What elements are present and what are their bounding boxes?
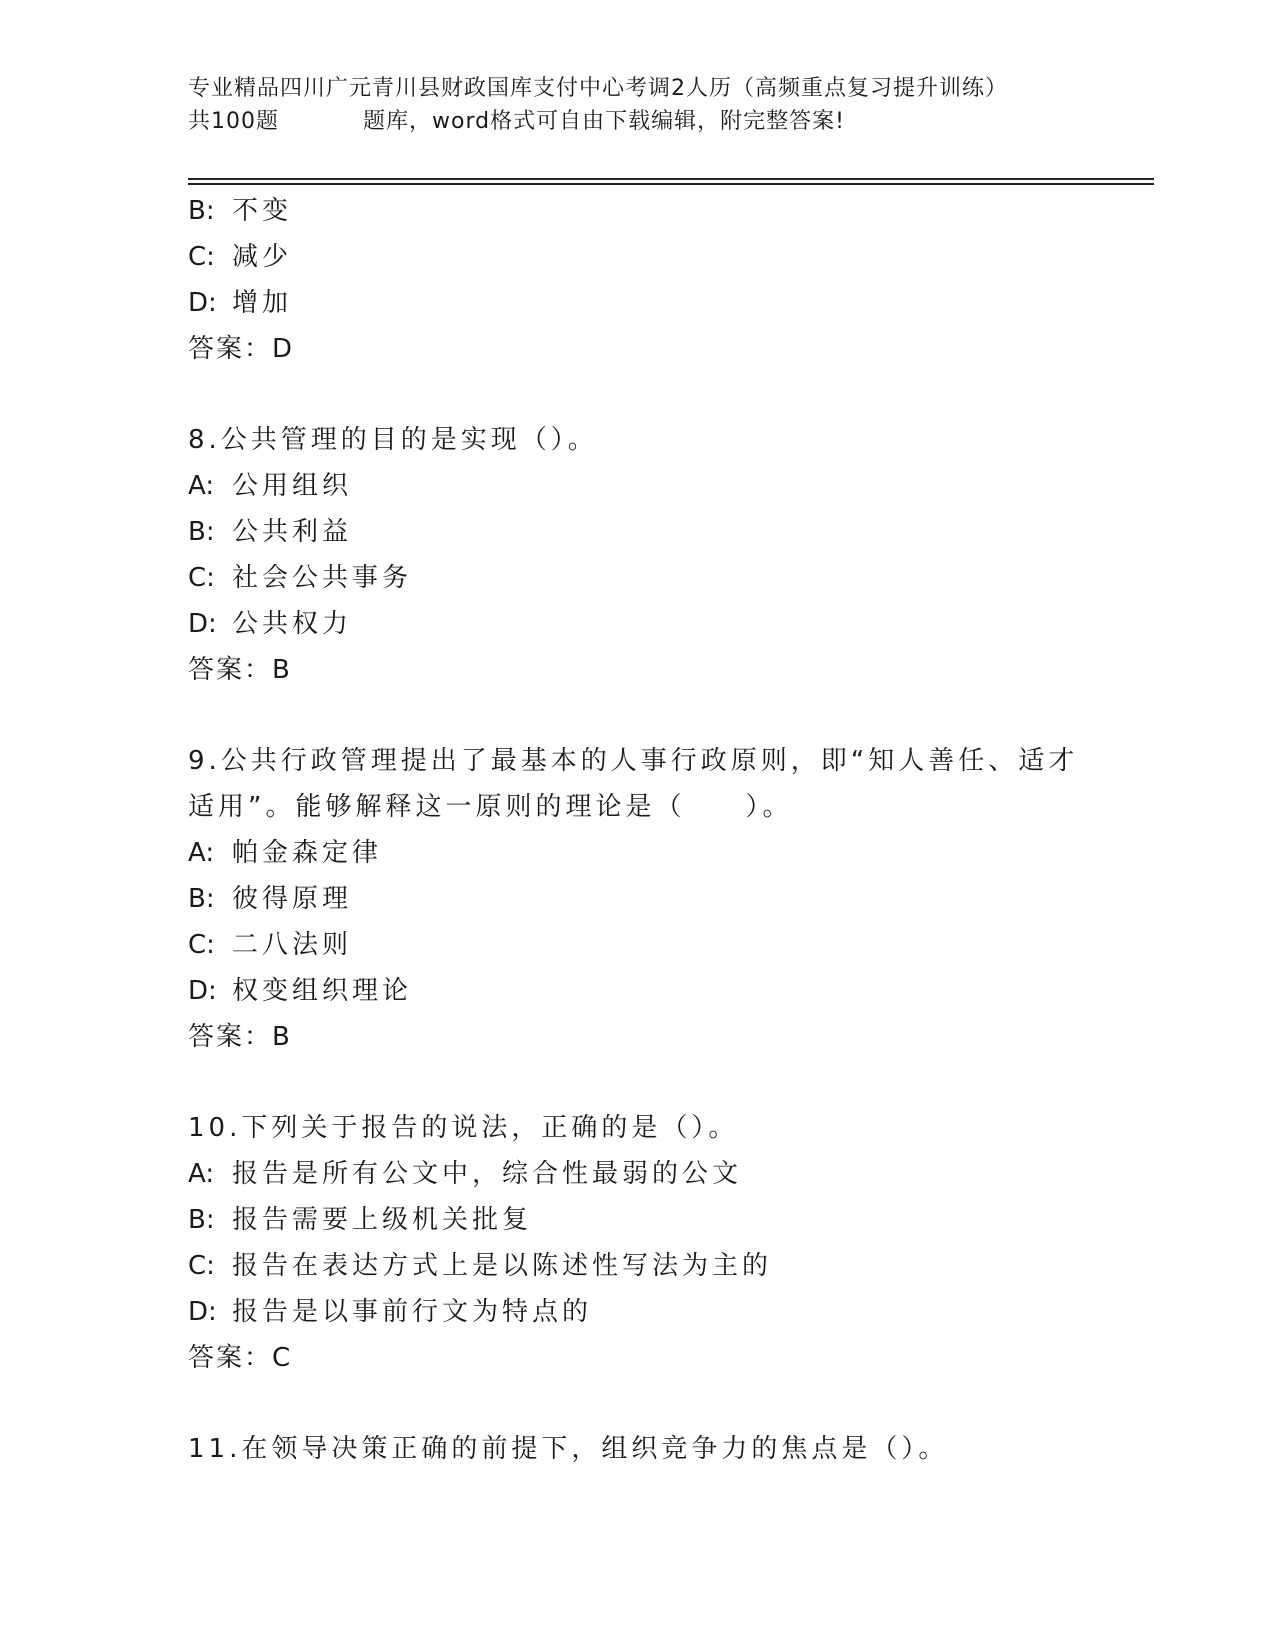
document-description: 题库，word格式可自由下载编辑，附完整答案! [363,109,845,134]
question-text: 11.在领导决策正确的前提下，组织竞争力的焦点是（）。 [188,1434,949,1464]
question-10 [188,1105,1148,1381]
question-9 [188,738,1148,1060]
page-header [188,72,1088,138]
answer: 答案：C [188,1343,293,1373]
document-subtitle [188,105,1088,138]
answer: 答案：B [188,655,292,685]
option-d: D: 公共权力 [188,609,353,639]
question-11 [188,1426,1148,1472]
question-text: 8.公共管理的目的是实现（）。 [188,425,598,455]
option-a: A: 报告是所有公文中，综合性最弱的公文 [188,1159,743,1189]
question-text-line-1: 9.公共行政管理提出了最基本的人事行政原则，即“知人善任、适才 [188,746,1079,776]
option-b: B: 公共利益 [188,517,353,547]
answer: 答案：B [188,1022,292,1052]
question-text-line-2: 适用”。能够解释这一原则的理论是（ ）。 [188,792,793,822]
option-b: B: 彼得原理 [188,884,353,914]
question-text: 10.下列关于报告的说法，正确的是（）。 [188,1113,739,1143]
option-d: D: 报告是以事前行文为特点的 [188,1297,593,1327]
option-c: C: 减少 [188,242,293,272]
document-body [188,188,1148,1472]
question-7-continued [188,188,1148,372]
option-a: A: 帕金森定律 [188,838,383,868]
divider-line-bottom [188,183,1154,185]
option-c: C: 报告在表达方式上是以陈述性写法为主的 [188,1251,773,1281]
option-a: A: 公用组织 [188,471,353,501]
question-count: 共100题 [188,109,279,134]
document-title: 专业精品四川广元青川县财政国库支付中心考调2人历（高频重点复习提升训练） [188,76,1008,101]
answer: 答案：D [188,334,295,364]
option-d: D: 增加 [188,288,293,318]
option-c: C: 二八法则 [188,930,353,960]
header-divider [188,178,1154,185]
divider-line-top [188,178,1154,180]
option-c: C: 社会公共事务 [188,563,413,593]
question-8 [188,417,1148,693]
option-d: D: 权变组织理论 [188,976,413,1006]
option-b: B: 报告需要上级机关批复 [188,1205,533,1235]
option-b: B: 不变 [188,196,293,226]
